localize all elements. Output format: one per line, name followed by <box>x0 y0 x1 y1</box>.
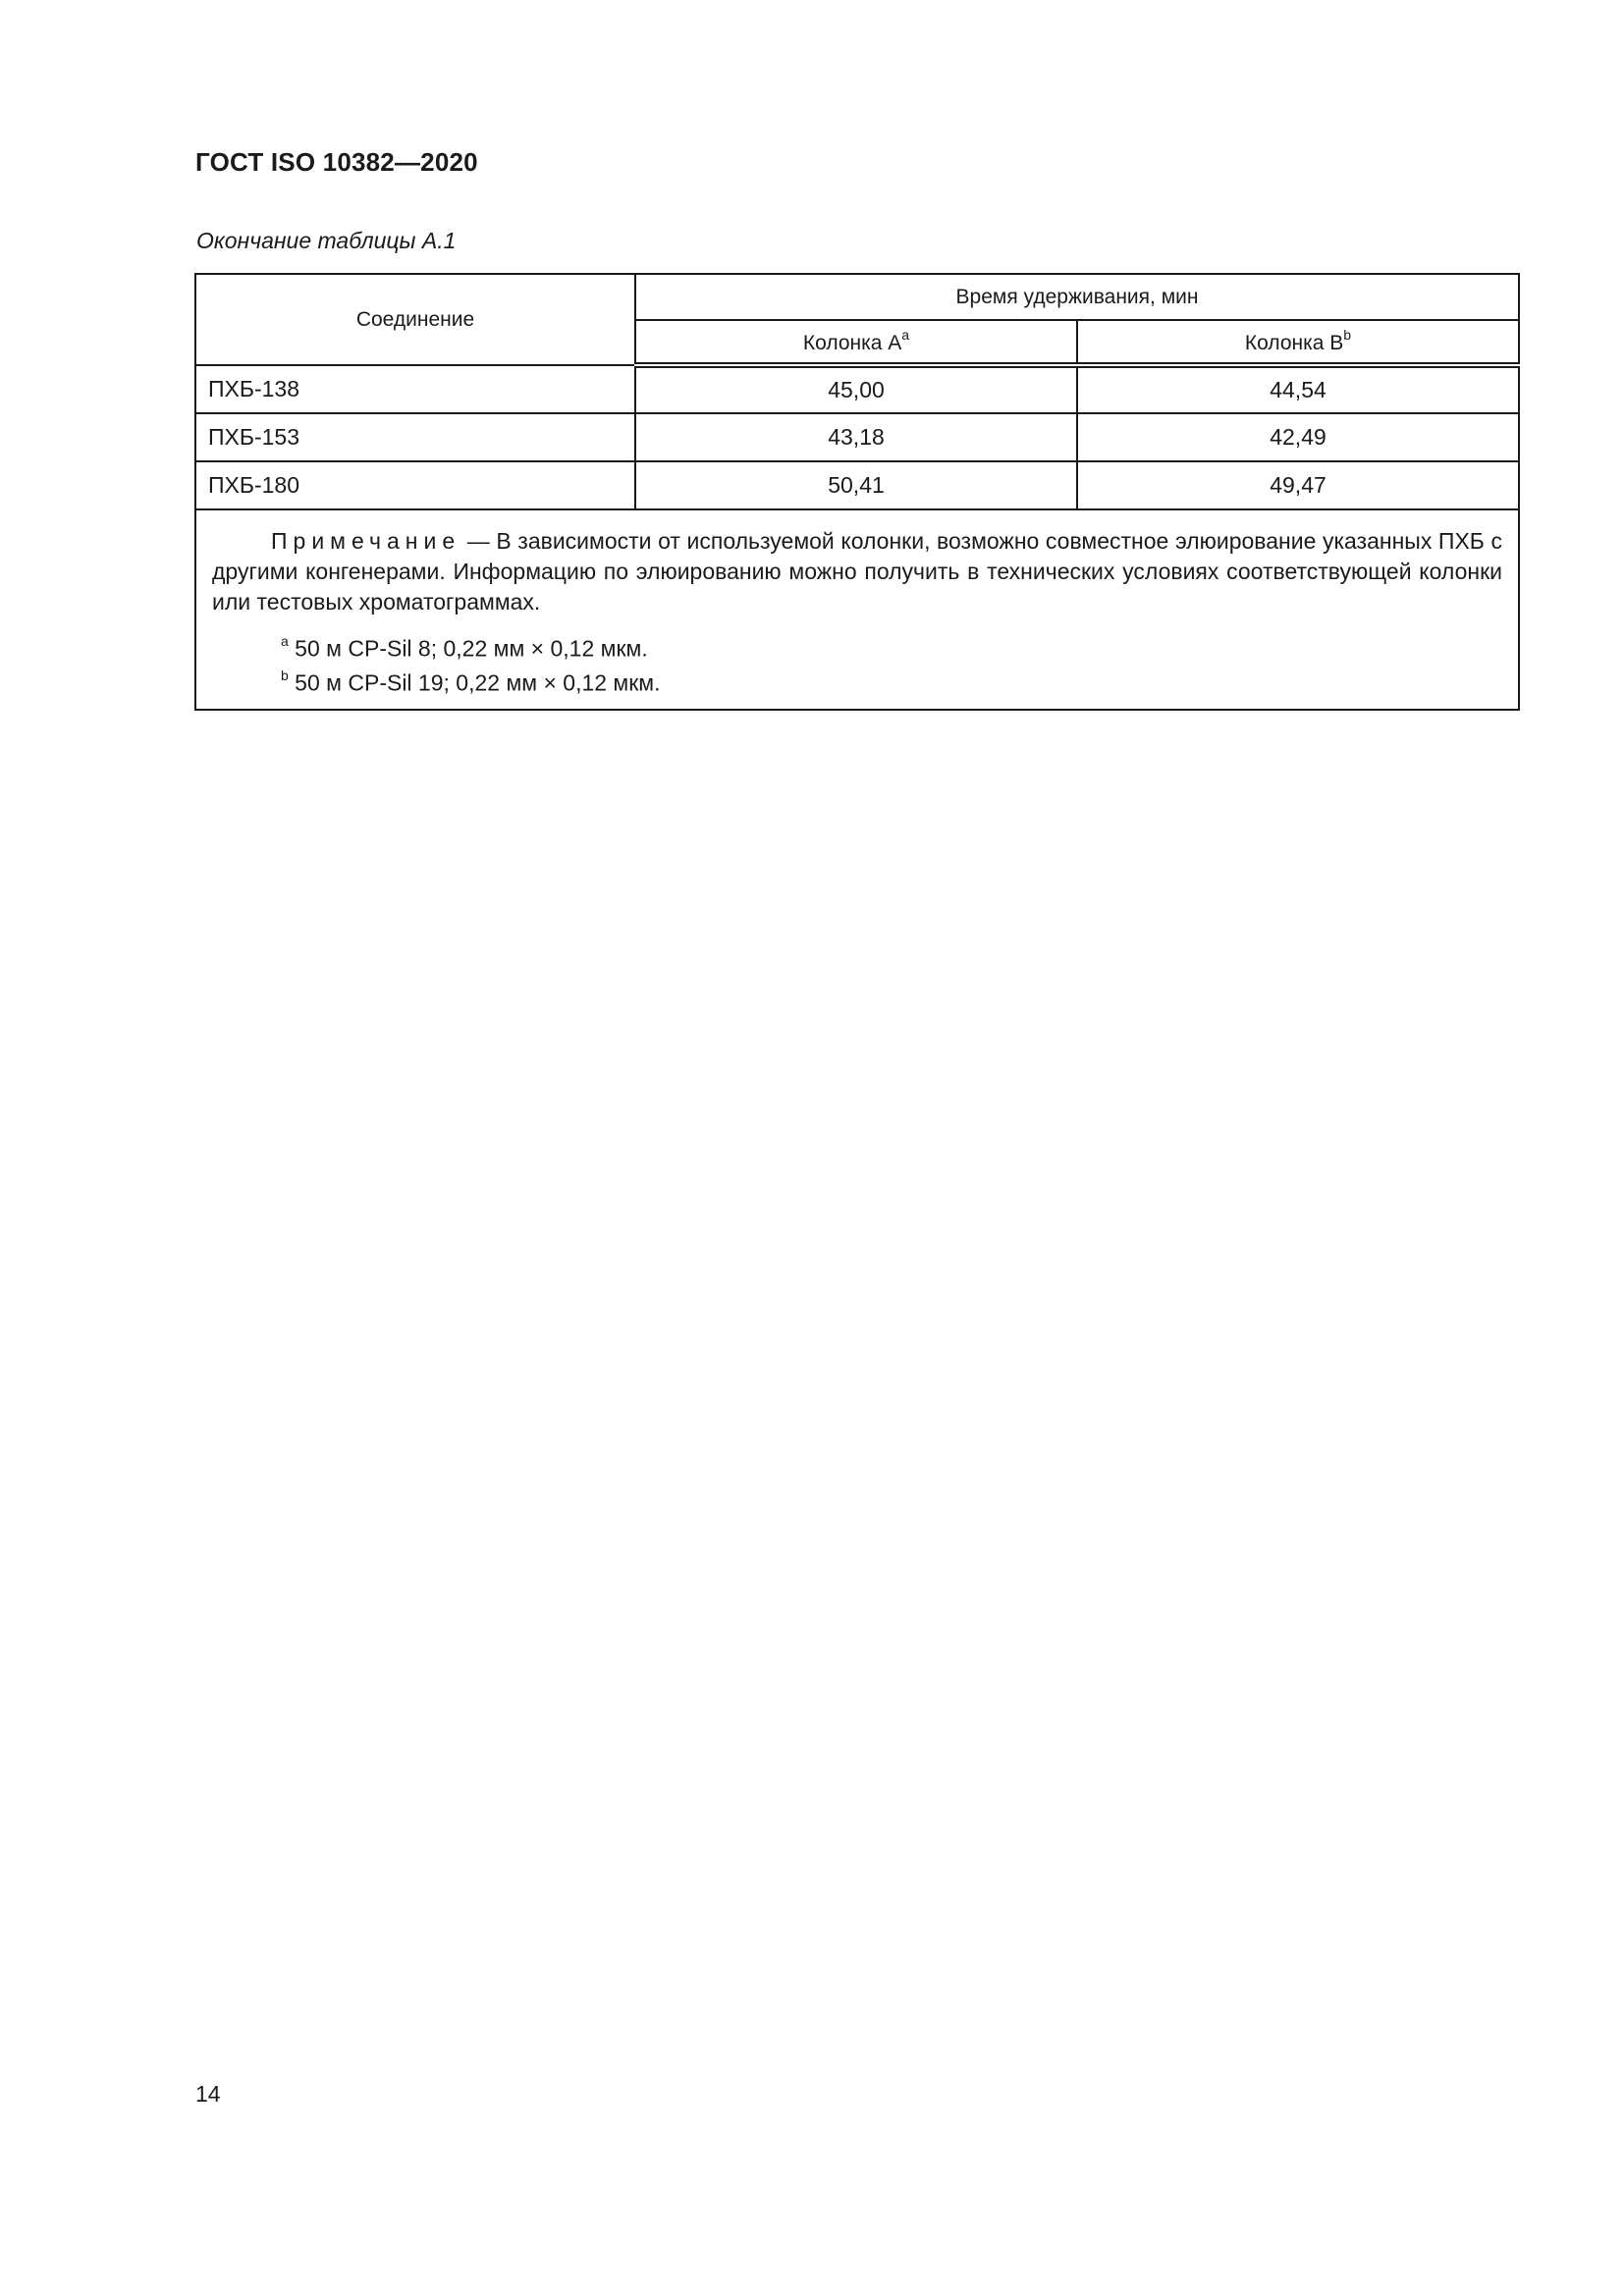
footnote-a-marker: a <box>281 633 289 649</box>
document-header: ГОСТ ISO 10382—2020 <box>195 147 478 177</box>
table-caption: Окончание таблицы А.1 <box>196 228 457 253</box>
footnote-b <box>212 664 1502 698</box>
column-a-footnote-marker: a <box>901 326 910 343</box>
table-note <box>195 509 1519 710</box>
column-a-value: 50,41 <box>635 461 1077 509</box>
footnote-b-text: 50 м CP-Sil 19; 0,22 мм × 0,12 мкм. <box>288 669 661 696</box>
column-b-footnote-marker: b <box>1343 326 1352 343</box>
retention-time-table <box>194 273 1520 711</box>
table-note-row <box>195 509 1519 710</box>
column-b-value: 44,54 <box>1077 365 1519 413</box>
compound-cell: ПХБ-153 <box>195 413 635 461</box>
compound-column-header: Соединение <box>195 274 635 365</box>
column-a-label: Колонка А <box>802 331 902 354</box>
column-b-value: 49,47 <box>1077 461 1519 509</box>
column-b-label: Колонка В <box>1244 331 1344 354</box>
note-label: Примечание <box>271 528 461 554</box>
compound-cell: ПХБ-180 <box>195 461 635 509</box>
column-a-value: 45,00 <box>635 365 1077 413</box>
column-b-header <box>1077 320 1519 365</box>
footnote-b-marker: b <box>281 667 289 683</box>
footnote-a-text: 50 м CP-Sil 8; 0,22 мм × 0,12 мкм. <box>288 635 648 662</box>
footnote-a <box>212 629 1502 664</box>
table-row <box>195 461 1519 509</box>
note-paragraph <box>212 526 1502 617</box>
column-a-value: 43,18 <box>635 413 1077 461</box>
retention-time-header: Время удерживания, мин <box>635 274 1519 320</box>
table-row <box>195 365 1519 413</box>
column-a-header <box>635 320 1077 365</box>
table-row <box>195 413 1519 461</box>
column-b-value: 42,49 <box>1077 413 1519 461</box>
compound-cell: ПХБ-138 <box>195 365 635 413</box>
page-number: 14 <box>195 2081 221 2107</box>
table-header-row <box>195 274 1519 320</box>
note-text: — В зависимости от используемой колонки, возможно совместное элюирование указанных ПХБ с другими конгенерами. Информацию по элюированию можно получить в технических условиях соответствующей колонки или тестовых хроматограммах. <box>212 528 1502 614</box>
